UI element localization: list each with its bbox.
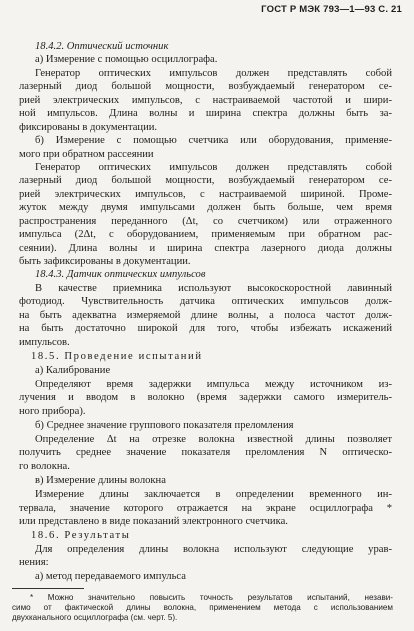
paragraph-line: жуток между двумя импульсами должен быть больше, чем время	[19, 202, 392, 213]
paragraph-line: распространения переданного (Δt, со счетчиком) или отраженного	[19, 216, 392, 227]
paragraph-line: нения:	[19, 557, 49, 568]
paragraph-line: фиксированы в документации.	[19, 122, 158, 133]
paragraph-line: на быть достаточно широкой для того, чтобы избежать искажений	[19, 323, 392, 334]
subsection-b-title: б) Измерение с помощью счетчика или оборудования, применяе-	[35, 135, 392, 146]
section-18-4-2-heading: 18.4.2. Оптический источник	[35, 41, 169, 52]
paragraph-line: го волокна.	[19, 461, 70, 472]
section-18-5-heading: 18.5. Проведение испытаний	[31, 351, 203, 362]
paragraph-line: Генератор оптических импульсов должен представлять собой	[35, 68, 392, 79]
paragraph-line: лазерный диод большой мощности, возбуждаемый генератором се-	[19, 175, 392, 186]
paragraph-line: рией электрических импульсов, с настраиваемой частотой и шири-	[19, 95, 392, 106]
paragraph-line: быть зафиксированы в документации.	[19, 256, 191, 267]
paragraph-line: получить среднее значение показателя преломления N оптическо-	[19, 447, 392, 458]
section-18-6-heading: 18.6. Результаты	[31, 530, 131, 541]
footnote-line: двухканального осциллографа (см. черт. 5).	[12, 613, 178, 622]
page-header: ГОСТ Р МЭК 793—1—93 С. 21	[261, 4, 402, 15]
paragraph-line: лучения и вводом в волокно (время задержки самого измеритель-	[19, 392, 392, 403]
paragraph-line: рией электрических импульсов, с настраиваемой шириной. Проме-	[19, 189, 392, 200]
paragraph-line: В качестве приемника используют высокоскоростной лавинный	[35, 283, 392, 294]
paragraph-line: тервала, значение которого отражается на экране осциллографа *	[19, 503, 392, 514]
paragraph-line: лазерный диод большой мощности, возбуждаемый генератором се-	[19, 81, 392, 92]
paragraph-line: Генератор оптических импульсов должен представлять собой	[35, 162, 392, 173]
footnote-divider	[12, 588, 84, 589]
footnote-line: симо от фактической длины волокна, применением метода с использованием	[12, 603, 393, 612]
paragraph-line: сеянии). Длина волны и ширина спектра лазерного диода должны	[19, 243, 392, 254]
paragraph-line: мого при обратном рассеянии	[19, 149, 154, 160]
paragraph-line: Определение Δt на отрезке волокна известной длины позволяет	[35, 434, 392, 445]
section-18-4-3-heading: 18.4.3. Датчик оптических импульсов	[35, 269, 206, 280]
subsection-a-title: а) Измерение с помощью осциллографа.	[35, 54, 218, 65]
paragraph-line: на быть адекватна измеряемой длине волны, а полоса частот долж-	[19, 310, 392, 321]
paragraph-line: Определяют время задержки импульса между источником из-	[35, 379, 392, 390]
paragraph-line: импульса (2Δt, с оборудованием, применяемым при обратном рас-	[19, 229, 392, 240]
paragraph-line: Измерение длины заключается в определении временного ин-	[35, 489, 392, 500]
paragraph-line: импульсов.	[19, 337, 70, 348]
paragraph-line: фотодиод. Чувствительность датчика оптических импульсов долж-	[19, 296, 392, 307]
footnote-line: * Можно значительно повысить точность результатов испытаний, незави-	[30, 593, 393, 602]
paragraph-line: ной импульсов. Длина волны и ширина спектра должны быть за-	[19, 108, 392, 119]
paragraph-line: или представлено в виде показаний электронного счетчика.	[19, 516, 288, 527]
subsection-a-title: а) метод передаваемого импульса	[35, 571, 186, 582]
paragraph-line: ного прибора).	[19, 406, 86, 417]
subsection-c-title: в) Измерение длины волокна	[35, 475, 166, 486]
paragraph-line: Для определения длины волокна используют следующие урав-	[35, 544, 392, 555]
subsection-b-title: б) Среднее значение группового показателя преломления	[35, 420, 294, 431]
subsection-a-title: а) Калибрование	[35, 365, 111, 376]
